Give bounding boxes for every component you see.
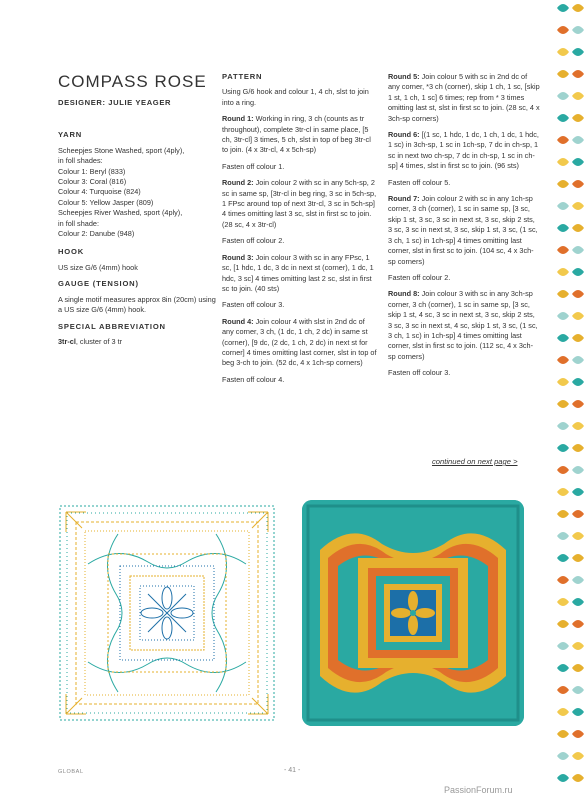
yarn-line: in foll shades: (58, 156, 103, 166)
round-2 (222, 178, 378, 230)
round-text: Join colour 3 with sc in any 3ch-sp corner, 3 ch (corner), 1 sc in same sp, [3 sc, skip 1 st, 4 sc, 3 sc in next st, 3 sc, skip 2 sts, 3 sc, 3 sc in next st, 4 sc, skip 1 st, 3 sc, (1 sc, 3 ch, 1 sc) in 1ch-sp] 4 times omitting last corner, slst in first sc to join. (112 sc, 4 x 3ch-sp corners) (388, 289, 538, 361)
round-label: Round 1: (222, 114, 254, 124)
border-petal (557, 444, 569, 452)
abbreviation-definition: , cluster of 3 tr (75, 336, 123, 346)
yarn-line: Colour 4: Turquoise (824) (58, 187, 141, 197)
border-petal (557, 158, 569, 166)
hook-text: US size G/6 (4mm) hook (58, 262, 138, 272)
border-petal (557, 466, 569, 474)
page-number: - 41 - (284, 767, 301, 774)
round-text: Working in ring, 3 ch (counts as tr throughout), complete 3tr-cl in same place, [5 ch, 3tr-cl] 3 times, 5 ch, slst in top of beg 3tr-cl to join. (4 x 3tr-cl, 4 x 5ch-sp) (222, 114, 371, 155)
fasten-off: Fasten off colour 2. (222, 236, 285, 246)
border-petal (557, 48, 569, 56)
border-petal (572, 642, 584, 650)
border-petal (572, 4, 584, 12)
border-petal (572, 686, 584, 694)
yarn-heading: YARN (58, 130, 83, 140)
designer-credit: DESIGNER: JULIE YEAGER (58, 98, 172, 107)
border-petal (557, 114, 569, 122)
border-petal (572, 48, 584, 56)
border-petal (572, 70, 584, 78)
gauge-heading: GAUGE (TENSION) (58, 279, 139, 289)
border-petal (572, 312, 584, 320)
round-3 (222, 253, 378, 295)
border-petal (572, 708, 584, 716)
border-petal (557, 26, 569, 34)
border-petal (572, 576, 584, 584)
yarn-list (58, 146, 218, 240)
border-petal (572, 26, 584, 34)
border-petal (557, 92, 569, 100)
border-petal (572, 664, 584, 672)
border-petal (572, 444, 584, 452)
border-petal (572, 598, 584, 606)
yarn-line: Colour 2: Danube (948) (58, 229, 135, 239)
watermark: PassionForum.ru (444, 785, 513, 795)
border-petal (557, 752, 569, 760)
border-petal (557, 598, 569, 606)
border-petal (557, 576, 569, 584)
border-petal (572, 730, 584, 738)
border-petal (572, 202, 584, 210)
border-petal (557, 356, 569, 364)
round-label: Round 6: (388, 130, 420, 140)
fasten-off: Fasten off colour 5. (388, 177, 451, 187)
border-petal (557, 246, 569, 254)
border-petal (557, 312, 569, 320)
border-petal (557, 620, 569, 628)
round-4 (222, 317, 378, 369)
border-petal (557, 136, 569, 144)
border-petal (572, 158, 584, 166)
crochet-square-photo-icon (302, 500, 524, 726)
border-petal (572, 752, 584, 760)
round-6 (388, 130, 540, 172)
yarn-line: Colour 5: Yellow Jasper (809) (58, 197, 154, 207)
round-label: Round 5: (388, 72, 420, 81)
round-text: Join colour 3 with sc in any FPsc, 1 sc, [1 hdc, 1 dc, 3 dc in next st (corner), 1 dc, 1 hdc, 3 sc] 4 times omitting last 2 sc, slst in first sc to join. (40 sts) (222, 252, 374, 293)
border-petal (557, 290, 569, 298)
border-petal (572, 620, 584, 628)
round-text: Join colour 4 with slst in 2nd dc of any corner, 3 ch, (1 dc, 1 ch, 2 dc) in same st (corner), [9 dc, (2 dc, 1 ch, 2 dc) in next st for corner] 4 times omitting last corner, slst in top of beg 3-ch to join. (52 dc, 4 x 1ch-sp corners) (222, 316, 377, 368)
border-petal (557, 224, 569, 232)
gauge-text: A single motif measures approx 8in (20cm) using a US size G/6 (4mm) hook. (58, 294, 216, 315)
column-2 (222, 72, 378, 391)
yarn-line: Scheepjes River Washed, sport (4ply), (58, 208, 183, 218)
round-8 (388, 289, 540, 362)
border-petal (572, 774, 584, 782)
fasten-off: Fasten off colour 3. (222, 300, 285, 310)
fasten-off: Fasten off colour 3. (388, 368, 451, 378)
border-petal (557, 642, 569, 650)
border-petal (572, 290, 584, 298)
round-text: Join colour 2 with sc in any 1ch-sp corner, 3 ch (corner), 1 sc in same sp, [3 sc, skip 1 st, 3 sc, 3 sc in next st, 3 sc, skip 2 sts, 3 sc, 3 sc in next st, 3 sc, skip 1 st, 3 sc, (1 sc, 3 ch, 1 sc) in 1ch-sp] 4 times omitting last corner, slst in first sc to join. (104 sc, 4 x 3ch-sp corners) (388, 194, 538, 266)
border-petal (572, 422, 584, 430)
border-petal (557, 686, 569, 694)
border-petal (572, 510, 584, 518)
round-text: Join colour 5 with sc in 2nd dc of any corner, *3 ch (corner), skip 1 ch, 1 sc, [skip 1 st, 1 ch, 1 sc] 6 times; rep from * 3 times omitting last st, slst in first sc to join. (28 sc, 4 x 3ch-sp corners) (388, 72, 540, 123)
border-petal (557, 70, 569, 78)
yarn-line: Scheepjes Stone Washed, sport (4ply), (58, 145, 185, 155)
border-petal (572, 378, 584, 386)
round-label: Round 4: (222, 316, 254, 326)
round-5 (388, 72, 540, 124)
border-petal (557, 774, 569, 782)
border-petal (557, 268, 569, 276)
border-petal (572, 268, 584, 276)
yarn-line: Colour 1: Beryl (833) (58, 166, 126, 176)
yarn-line: Colour 3: Coral (816) (58, 177, 127, 187)
border-petal (557, 378, 569, 386)
pattern-intro: Using G/6 hook and colour 1, 4 ch, slst to join into a ring. (222, 87, 369, 107)
border-petal (572, 554, 584, 562)
border-petal (557, 422, 569, 430)
border-petal (572, 114, 584, 122)
border-petal (572, 488, 584, 496)
border-petal (557, 554, 569, 562)
border-petal (572, 180, 584, 188)
border-petal (557, 180, 569, 188)
border-petal (557, 510, 569, 518)
crochet-chart-icon (58, 504, 276, 722)
round-1 (222, 114, 378, 156)
border-petal (572, 246, 584, 254)
border-petal (557, 334, 569, 342)
column-1 (58, 72, 218, 353)
border-petal (572, 136, 584, 144)
border-petal (557, 532, 569, 540)
border-petal (557, 400, 569, 408)
footer-publication: GLOBAL (58, 769, 84, 775)
border-petal (572, 334, 584, 342)
abbreviation-term: 3tr-cl (58, 336, 76, 346)
abbreviation-text (58, 337, 218, 347)
round-label: Round 7: (388, 194, 420, 204)
border-petal (557, 664, 569, 672)
border-petal (572, 92, 584, 100)
continued-link[interactable]: continued on next page > (432, 457, 518, 466)
abbreviation-heading: SPECIAL ABBREVIATION (58, 321, 166, 331)
border-petal (572, 356, 584, 364)
round-label: Round 8: (388, 289, 420, 299)
border-petal (557, 4, 569, 12)
round-label: Round 2: (222, 178, 254, 188)
fasten-off: Fasten off colour 1. (222, 161, 285, 171)
border-petal (572, 400, 584, 408)
column-3 (388, 72, 540, 385)
border-petal (572, 532, 584, 540)
hook-heading: HOOK (58, 247, 84, 257)
border-petal (557, 488, 569, 496)
round-text: [(1 sc, 1 hdc, 1 dc, 1 ch, 1 dc, 1 hdc, 1 sc) in 3ch-sp, 1 sc in 1ch-sp, 7 dc in ch-sp, 1 sc in next two ch-sp, 7 dc in ch-sp, 1 sc in ch-sp] 4 times, slst in first sc to join. (96 sts) (388, 130, 539, 171)
border-petal (557, 708, 569, 716)
border-petal (572, 224, 584, 232)
pattern-title: COMPASS ROSE (58, 72, 207, 91)
round-label: Round 3: (222, 252, 254, 262)
border-petal (572, 466, 584, 474)
round-text: Join colour 2 with sc in any 5ch-sp, 2 sc in same sp, [3tr-cl in beg ring, 3 sc in 5ch-sp, 1 FPsc around top of next 3tr-cl, 3 sc in 5ch-sp] 4 times omitting last 3 sc, slst in first sc to join. (28 sc, 4 x 3tr-cl) (222, 178, 377, 229)
border-petal (557, 730, 569, 738)
fasten-off: Fasten off colour 2. (388, 272, 451, 282)
round-7 (388, 194, 540, 267)
decorative-border-icon (551, 0, 587, 800)
border-petal (557, 202, 569, 210)
pattern-heading: PATTERN (222, 72, 263, 81)
yarn-line: in foll shade: (58, 218, 99, 228)
fasten-off: Fasten off colour 4. (222, 374, 285, 384)
